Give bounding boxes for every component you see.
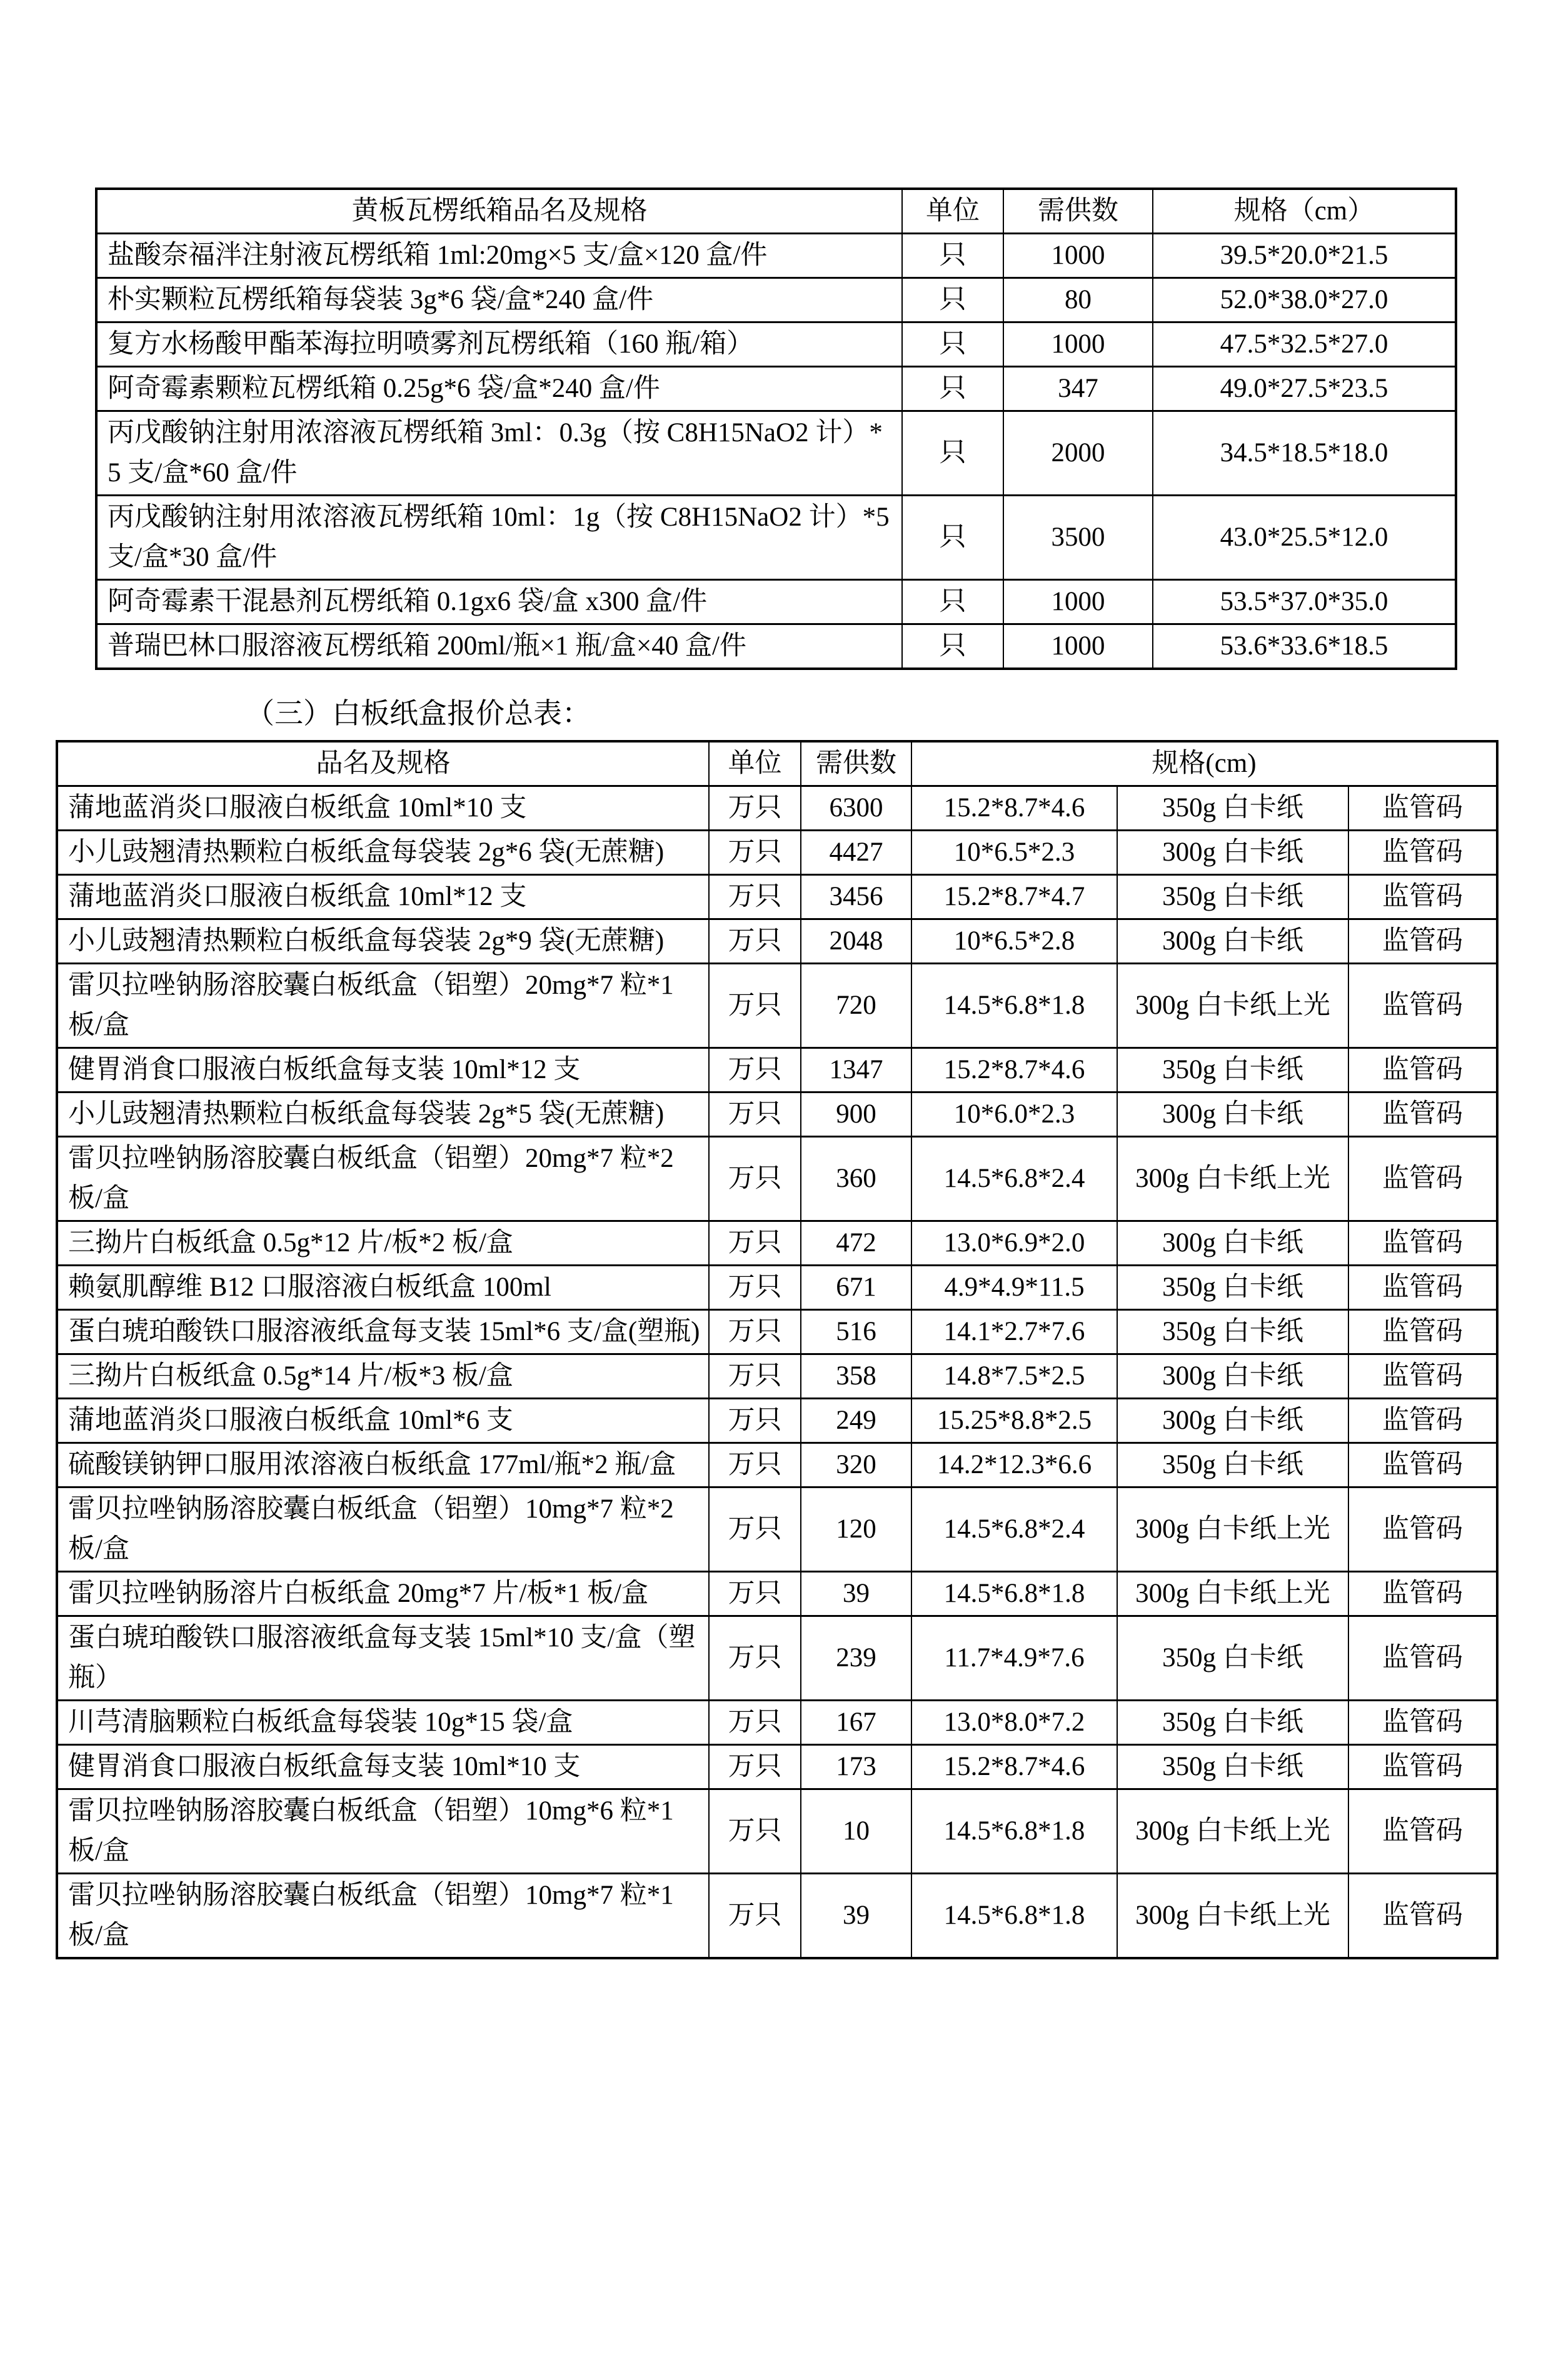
quantity-cell: 80 <box>1003 278 1153 322</box>
unit-cell: 万只 <box>709 1048 801 1092</box>
supervision-code-cell: 监管码 <box>1348 1092 1497 1137</box>
unit-cell: 万只 <box>709 1488 801 1572</box>
quantity-cell: 1000 <box>1003 580 1153 624</box>
table-row <box>96 580 1456 624</box>
quantity-cell: 39 <box>801 1874 911 1959</box>
paper-type-cell: 350g 白卡纸 <box>1117 1266 1348 1310</box>
product-name-cell: 朴实颗粒瓦楞纸箱每袋装 3g*6 袋/盒*240 盒/件 <box>96 278 902 322</box>
size-cell: 14.5*6.8*1.8 <box>911 1572 1117 1616</box>
size-cell: 15.2*8.7*4.7 <box>911 875 1117 919</box>
supervision-code-cell: 监管码 <box>1348 1745 1497 1789</box>
supervision-code-cell: 监管码 <box>1348 786 1497 831</box>
unit-cell: 万只 <box>709 1701 801 1745</box>
paper-type-cell: 350g 白卡纸 <box>1117 786 1348 831</box>
corrugated-spec-header: 规格（cm） <box>1153 189 1456 234</box>
supervision-code-cell: 监管码 <box>1348 875 1497 919</box>
unit-cell: 万只 <box>709 1874 801 1959</box>
table-row <box>57 1048 1497 1092</box>
size-cell: 14.8*7.5*2.5 <box>911 1354 1117 1399</box>
product-name-cell: 蒲地蓝消炎口服液白板纸盒 10ml*10 支 <box>57 786 709 831</box>
quantity-cell: 4427 <box>801 831 911 875</box>
product-name-cell: 三拗片白板纸盒 0.5g*14 片/板*3 板/盒 <box>57 1354 709 1399</box>
table-row <box>57 1354 1497 1399</box>
product-name-cell: 雷贝拉唑钠肠溶胶囊白板纸盒（铝塑）20mg*7 粒*1 板/盒 <box>57 964 709 1048</box>
product-name-cell: 丙戊酸钠注射用浓溶液瓦楞纸箱 3ml：0.3g（按 C8H15NaO2 计）*5 支/盒*60 盒/件 <box>96 411 902 496</box>
unit-cell: 万只 <box>709 875 801 919</box>
product-name-cell: 小儿豉翘清热颗粒白板纸盒每袋装 2g*6 袋(无蔗糖) <box>57 831 709 875</box>
product-name-cell: 小儿豉翘清热颗粒白板纸盒每袋装 2g*9 袋(无蔗糖) <box>57 919 709 964</box>
quantity-cell: 239 <box>801 1616 911 1701</box>
unit-cell: 万只 <box>709 1092 801 1137</box>
quantity-cell: 1347 <box>801 1048 911 1092</box>
quantity-cell: 120 <box>801 1488 911 1572</box>
unit-cell: 万只 <box>709 1266 801 1310</box>
product-name-cell: 雷贝拉唑钠肠溶胶囊白板纸盒（铝塑）10mg*6 粒*1 板/盒 <box>57 1789 709 1874</box>
product-name-cell: 健胃消食口服液白板纸盒每支装 10ml*10 支 <box>57 1745 709 1789</box>
product-name-cell: 丙戊酸钠注射用浓溶液瓦楞纸箱 10ml：1g（按 C8H15NaO2 计）*5 支/盒*30 盒/件 <box>96 496 902 580</box>
carton-table-header-row <box>57 741 1497 786</box>
unit-cell: 只 <box>902 580 1003 624</box>
table-row <box>57 1874 1497 1959</box>
supervision-code-cell: 监管码 <box>1348 1488 1497 1572</box>
unit-cell: 只 <box>902 234 1003 278</box>
corrugated-unit-header: 单位 <box>902 189 1003 234</box>
product-name-cell: 雷贝拉唑钠肠溶胶囊白板纸盒（铝塑）10mg*7 粒*1 板/盒 <box>57 1874 709 1959</box>
unit-cell: 万只 <box>709 831 801 875</box>
quantity-cell: 173 <box>801 1745 911 1789</box>
quantity-cell: 671 <box>801 1266 911 1310</box>
unit-cell: 万只 <box>709 786 801 831</box>
table-row <box>57 1137 1497 1221</box>
unit-cell: 只 <box>902 367 1003 411</box>
product-name-cell: 川芎清脑颗粒白板纸盒每袋装 10g*15 袋/盒 <box>57 1701 709 1745</box>
paper-type-cell: 300g 白卡纸 <box>1117 1354 1348 1399</box>
product-name-cell: 健胃消食口服液白板纸盒每支装 10ml*12 支 <box>57 1048 709 1092</box>
table-row <box>57 1616 1497 1701</box>
paper-type-cell: 350g 白卡纸 <box>1117 875 1348 919</box>
supervision-code-cell: 监管码 <box>1348 919 1497 964</box>
supervision-code-cell: 监管码 <box>1348 1266 1497 1310</box>
size-cell: 15.2*8.7*4.6 <box>911 786 1117 831</box>
quantity-cell: 900 <box>801 1092 911 1137</box>
size-cell: 14.1*2.7*7.6 <box>911 1310 1117 1354</box>
quantity-cell: 516 <box>801 1310 911 1354</box>
supervision-code-cell: 监管码 <box>1348 1616 1497 1701</box>
table-row <box>57 1745 1497 1789</box>
spec-cell: 47.5*32.5*27.0 <box>1153 322 1456 367</box>
size-cell: 10*6.0*2.3 <box>911 1092 1117 1137</box>
table-row <box>57 1701 1497 1745</box>
unit-cell: 万只 <box>709 1354 801 1399</box>
supervision-code-cell: 监管码 <box>1348 1701 1497 1745</box>
size-cell: 14.5*6.8*1.8 <box>911 1874 1117 1959</box>
product-name-cell: 蒲地蓝消炎口服液白板纸盒 10ml*12 支 <box>57 875 709 919</box>
corrugated-box-table <box>95 188 1457 670</box>
supervision-code-cell: 监管码 <box>1348 1048 1497 1092</box>
unit-cell: 万只 <box>709 1137 801 1221</box>
size-cell: 14.5*6.8*1.8 <box>911 964 1117 1048</box>
supervision-code-cell: 监管码 <box>1348 831 1497 875</box>
corrugated-name-header: 黄板瓦楞纸箱品名及规格 <box>96 189 902 234</box>
product-name-cell: 赖氨肌醇维 B12 口服溶液白板纸盒 100ml <box>57 1266 709 1310</box>
table-row <box>57 1488 1497 1572</box>
table-row <box>57 919 1497 964</box>
table-row <box>57 875 1497 919</box>
table-row <box>57 1221 1497 1266</box>
quantity-cell: 1000 <box>1003 234 1153 278</box>
paper-type-cell: 350g 白卡纸 <box>1117 1048 1348 1092</box>
supervision-code-cell: 监管码 <box>1348 1789 1497 1874</box>
table-row <box>57 1310 1497 1354</box>
carton-name-header: 品名及规格 <box>57 741 709 786</box>
carton-spec-header: 规格(cm) <box>911 741 1497 786</box>
quantity-cell: 249 <box>801 1399 911 1443</box>
quantity-cell: 167 <box>801 1701 911 1745</box>
quantity-cell: 320 <box>801 1443 911 1488</box>
size-cell: 4.9*4.9*11.5 <box>911 1266 1117 1310</box>
unit-cell: 只 <box>902 278 1003 322</box>
size-cell: 10*6.5*2.8 <box>911 919 1117 964</box>
unit-cell: 万只 <box>709 1616 801 1701</box>
size-cell: 11.7*4.9*7.6 <box>911 1616 1117 1701</box>
product-name-cell: 雷贝拉唑钠肠溶胶囊白板纸盒（铝塑）20mg*7 粒*2 板/盒 <box>57 1137 709 1221</box>
unit-cell: 万只 <box>709 1310 801 1354</box>
supervision-code-cell: 监管码 <box>1348 1221 1497 1266</box>
product-name-cell: 盐酸奈福泮注射液瓦楞纸箱 1ml:20mg×5 支/盒×120 盒/件 <box>96 234 902 278</box>
size-cell: 10*6.5*2.3 <box>911 831 1117 875</box>
paper-type-cell: 300g 白卡纸上光 <box>1117 1874 1348 1959</box>
unit-cell: 只 <box>902 496 1003 580</box>
paper-type-cell: 350g 白卡纸 <box>1117 1616 1348 1701</box>
paper-type-cell: 350g 白卡纸 <box>1117 1745 1348 1789</box>
paper-type-cell: 350g 白卡纸 <box>1117 1701 1348 1745</box>
table-row <box>57 1789 1497 1874</box>
paper-type-cell: 300g 白卡纸上光 <box>1117 1572 1348 1616</box>
product-name-cell: 蒲地蓝消炎口服液白板纸盒 10ml*6 支 <box>57 1399 709 1443</box>
product-name-cell: 普瑞巴林口服溶液瓦楞纸箱 200ml/瓶×1 瓶/盒×40 盒/件 <box>96 624 902 669</box>
spec-cell: 52.0*38.0*27.0 <box>1153 278 1456 322</box>
carton-qty-header: 需供数 <box>801 741 911 786</box>
size-cell: 13.0*6.9*2.0 <box>911 1221 1117 1266</box>
size-cell: 14.5*6.8*1.8 <box>911 1789 1117 1874</box>
supervision-code-cell: 监管码 <box>1348 1310 1497 1354</box>
supervision-code-cell: 监管码 <box>1348 1137 1497 1221</box>
quantity-cell: 1000 <box>1003 624 1153 669</box>
unit-cell: 万只 <box>709 919 801 964</box>
unit-cell: 只 <box>902 411 1003 496</box>
quantity-cell: 720 <box>801 964 911 1048</box>
paper-type-cell: 300g 白卡纸上光 <box>1117 1488 1348 1572</box>
unit-cell: 只 <box>902 624 1003 669</box>
spec-cell: 39.5*20.0*21.5 <box>1153 234 1456 278</box>
unit-cell: 万只 <box>709 1789 801 1874</box>
paper-type-cell: 300g 白卡纸 <box>1117 1092 1348 1137</box>
product-name-cell: 阿奇霉素干混悬剂瓦楞纸箱 0.1gx6 袋/盒 x300 盒/件 <box>96 580 902 624</box>
carton-unit-header: 单位 <box>709 741 801 786</box>
table-row <box>57 786 1497 831</box>
quantity-cell: 472 <box>801 1221 911 1266</box>
supervision-code-cell: 监管码 <box>1348 1874 1497 1959</box>
quantity-cell: 10 <box>801 1789 911 1874</box>
supervision-code-cell: 监管码 <box>1348 964 1497 1048</box>
unit-cell: 只 <box>902 322 1003 367</box>
table-row <box>96 411 1456 496</box>
quantity-cell: 2048 <box>801 919 911 964</box>
spec-cell: 34.5*18.5*18.0 <box>1153 411 1456 496</box>
supervision-code-cell: 监管码 <box>1348 1399 1497 1443</box>
table-row <box>57 964 1497 1048</box>
document-page <box>0 188 1551 2380</box>
size-cell: 15.2*8.7*4.6 <box>911 1745 1117 1789</box>
unit-cell: 万只 <box>709 964 801 1048</box>
table-row <box>57 1572 1497 1616</box>
paper-type-cell: 350g 白卡纸 <box>1117 1443 1348 1488</box>
unit-cell: 万只 <box>709 1221 801 1266</box>
paper-type-cell: 300g 白卡纸上光 <box>1117 1789 1348 1874</box>
quantity-cell: 6300 <box>801 786 911 831</box>
quantity-cell: 39 <box>801 1572 911 1616</box>
table-row <box>57 1443 1497 1488</box>
size-cell: 14.5*6.8*2.4 <box>911 1488 1117 1572</box>
table-row <box>57 831 1497 875</box>
spec-cell: 49.0*27.5*23.5 <box>1153 367 1456 411</box>
corrugated-qty-header: 需供数 <box>1003 189 1153 234</box>
table-row <box>96 367 1456 411</box>
product-name-cell: 雷贝拉唑钠肠溶片白板纸盒 20mg*7 片/板*1 板/盒 <box>57 1572 709 1616</box>
product-name-cell: 三拗片白板纸盒 0.5g*12 片/板*2 板/盒 <box>57 1221 709 1266</box>
size-cell: 15.25*8.8*2.5 <box>911 1399 1117 1443</box>
paper-type-cell: 300g 白卡纸 <box>1117 1399 1348 1443</box>
table-row <box>96 322 1456 367</box>
product-name-cell: 复方水杨酸甲酯苯海拉明喷雾剂瓦楞纸箱（160 瓶/箱） <box>96 322 902 367</box>
quantity-cell: 360 <box>801 1137 911 1221</box>
paper-type-cell: 300g 白卡纸上光 <box>1117 964 1348 1048</box>
table-row <box>96 278 1456 322</box>
spec-cell: 53.5*37.0*35.0 <box>1153 580 1456 624</box>
supervision-code-cell: 监管码 <box>1348 1354 1497 1399</box>
quantity-cell: 3500 <box>1003 496 1153 580</box>
supervision-code-cell: 监管码 <box>1348 1443 1497 1488</box>
quantity-cell: 347 <box>1003 367 1153 411</box>
quantity-cell: 1000 <box>1003 322 1153 367</box>
spec-cell: 43.0*25.5*12.0 <box>1153 496 1456 580</box>
size-cell: 14.2*12.3*6.6 <box>911 1443 1117 1488</box>
section-heading: （三）白板纸盒报价总表： <box>246 698 591 729</box>
table-row <box>57 1399 1497 1443</box>
table-row <box>96 496 1456 580</box>
product-name-cell: 硫酸镁钠钾口服用浓溶液白板纸盒 177ml/瓶*2 瓶/盒 <box>57 1443 709 1488</box>
unit-cell: 万只 <box>709 1399 801 1443</box>
product-name-cell: 蛋白琥珀酸铁口服溶液纸盒每支装 15ml*10 支/盒（塑瓶） <box>57 1616 709 1701</box>
size-cell: 13.0*8.0*7.2 <box>911 1701 1117 1745</box>
size-cell: 15.2*8.7*4.6 <box>911 1048 1117 1092</box>
paper-type-cell: 300g 白卡纸 <box>1117 831 1348 875</box>
unit-cell: 万只 <box>709 1745 801 1789</box>
quantity-cell: 3456 <box>801 875 911 919</box>
unit-cell: 万只 <box>709 1443 801 1488</box>
product-name-cell: 阿奇霉素颗粒瓦楞纸箱 0.25g*6 袋/盒*240 盒/件 <box>96 367 902 411</box>
paper-type-cell: 300g 白卡纸上光 <box>1117 1137 1348 1221</box>
table-row <box>57 1092 1497 1137</box>
paper-type-cell: 300g 白卡纸 <box>1117 919 1348 964</box>
size-cell: 14.5*6.8*2.4 <box>911 1137 1117 1221</box>
paper-type-cell: 300g 白卡纸 <box>1117 1221 1348 1266</box>
quantity-cell: 358 <box>801 1354 911 1399</box>
corrugated-table-header-row <box>96 189 1456 234</box>
supervision-code-cell: 监管码 <box>1348 1572 1497 1616</box>
table-row <box>96 234 1456 278</box>
product-name-cell: 小儿豉翘清热颗粒白板纸盒每袋装 2g*5 袋(无蔗糖) <box>57 1092 709 1137</box>
unit-cell: 万只 <box>709 1572 801 1616</box>
product-name-cell: 蛋白琥珀酸铁口服溶液纸盒每支装 15ml*6 支/盒(塑瓶) <box>57 1310 709 1354</box>
table-row <box>96 624 1456 669</box>
quantity-cell: 2000 <box>1003 411 1153 496</box>
spec-cell: 53.6*33.6*18.5 <box>1153 624 1456 669</box>
whiteboard-carton-table <box>56 740 1498 1959</box>
table-row <box>57 1266 1497 1310</box>
product-name-cell: 雷贝拉唑钠肠溶胶囊白板纸盒（铝塑）10mg*7 粒*2 板/盒 <box>57 1488 709 1572</box>
paper-type-cell: 350g 白卡纸 <box>1117 1310 1348 1354</box>
